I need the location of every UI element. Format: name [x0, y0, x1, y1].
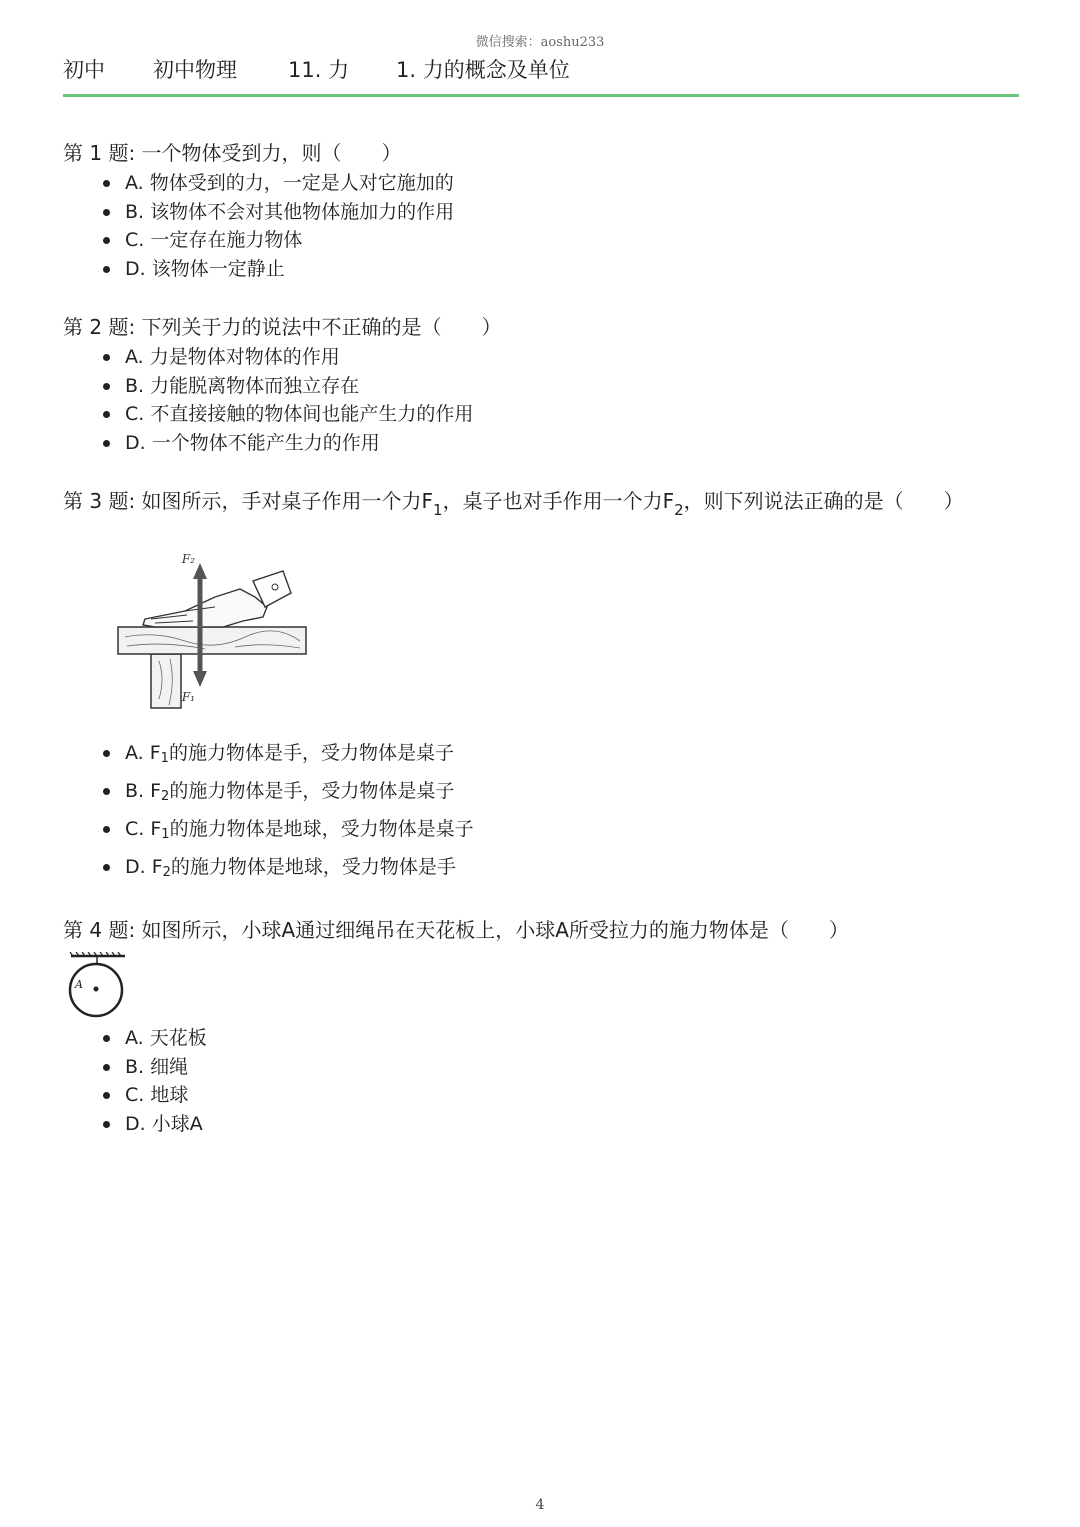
- question-4: [63, 915, 1023, 1138]
- force-f1-arrowhead: [193, 671, 207, 687]
- watermark: 微信搜索：aoshu233: [475, 35, 605, 50]
- header-divider: [63, 94, 1019, 97]
- ball-label: A: [75, 978, 83, 991]
- question-list: [63, 138, 1023, 1167]
- question-2: [63, 312, 1023, 457]
- option-d: D. 小球A: [103, 1110, 1023, 1139]
- question-1-options: [63, 169, 1023, 283]
- option-c: C. 不直接接触的物体间也能产生力的作用: [103, 400, 1023, 429]
- option-c: C. $F_1$的施力物体是地球，受力物体是桌子: [103, 813, 1023, 851]
- stem-subscript: 1: [433, 501, 443, 519]
- option-c: C. 地球: [103, 1081, 1023, 1110]
- option-d: D. 一个物体不能产生力的作用: [103, 429, 1023, 458]
- stem-text: ，桌子也对手作用一个力F: [442, 489, 675, 513]
- breadcrumb-level-4: 1. 力的概念及单位: [396, 58, 570, 82]
- option-b: B. 细绳: [103, 1053, 1023, 1082]
- stem-subscript: 2: [674, 501, 684, 519]
- breadcrumb-level-3: 11. 力: [288, 58, 350, 82]
- option-d: D. $F_2$的施力物体是地球，受力物体是手: [103, 851, 1023, 889]
- force-f2-label: F₂: [181, 552, 195, 566]
- question-4-options: [63, 1024, 1023, 1138]
- option-b: B. 该物体不会对其他物体施加力的作用: [103, 198, 1023, 227]
- breadcrumb: [63, 54, 1023, 84]
- page-number: 4: [535, 1497, 545, 1513]
- option-c: C. 一定存在施力物体: [103, 226, 1023, 255]
- force-f2-arrowhead: [193, 563, 207, 579]
- breadcrumb-level-1: 初中: [63, 58, 105, 82]
- ball-center-dot: [94, 987, 99, 992]
- question-2-options: [63, 343, 1023, 457]
- question-3-stem: [63, 486, 1023, 519]
- hanging-ball-figure: [65, 952, 129, 1022]
- question-2-stem: 第 2 题: 下列关于力的说法中不正确的是（ ）: [63, 315, 502, 339]
- breadcrumb-level-2: 初中物理: [153, 58, 237, 82]
- question-1: [63, 138, 1023, 283]
- option-a: A. 物体受到的力，一定是人对它施加的: [103, 169, 1023, 198]
- option-b: B. $F_2$的施力物体是手，受力物体是桌子: [103, 775, 1023, 813]
- table-top: [118, 627, 306, 654]
- option-d: D. 该物体一定静止: [103, 255, 1023, 284]
- option-a: A. $F_1$的施力物体是手，受力物体是桌子: [103, 737, 1023, 775]
- option-a: A. 力是物体对物体的作用: [103, 343, 1023, 372]
- question-4-stem: 第 4 题: 如图所示，小球A通过细绳吊在天花板上，小球A所受拉力的施力物体是（ ）: [63, 918, 849, 942]
- hand-pressing-table-figure: [115, 549, 315, 709]
- question-3-options: [63, 737, 1023, 889]
- option-b: B. 力能脱离物体而独立存在: [103, 372, 1023, 401]
- question-3: [63, 486, 1023, 889]
- stem-text: ，则下列说法正确的是（ ）: [683, 489, 964, 513]
- option-a: A. 天花板: [103, 1024, 1023, 1053]
- stem-text: 第 3 题: 如图所示，手对桌子作用一个力F: [63, 489, 434, 513]
- force-f1-label: F₁: [181, 690, 195, 704]
- question-1-stem: 第 1 题: 一个物体受到力，则（ ）: [63, 141, 402, 165]
- table-leg: [151, 654, 181, 708]
